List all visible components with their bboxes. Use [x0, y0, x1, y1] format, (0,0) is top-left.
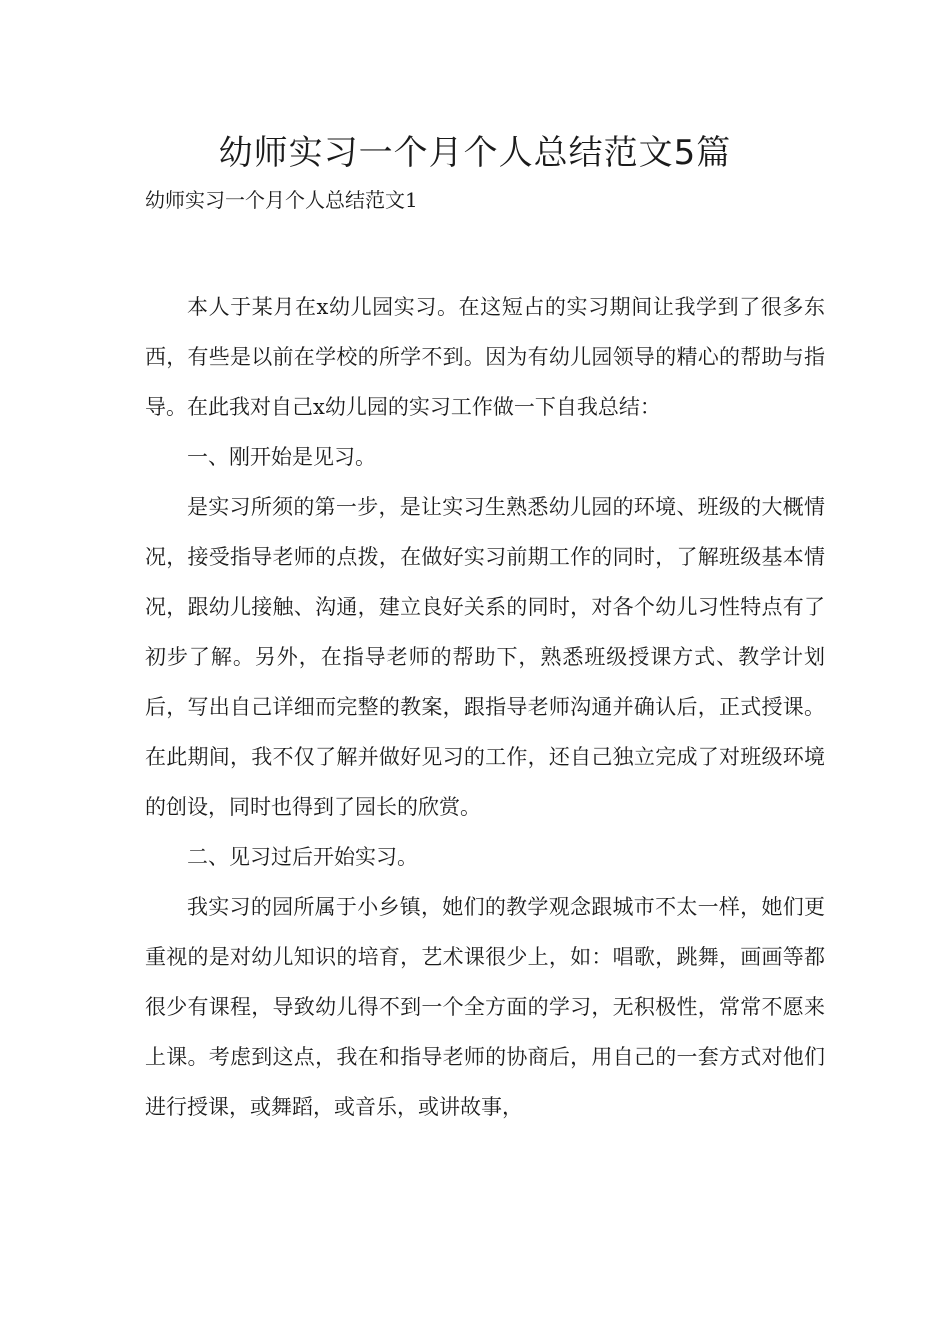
paragraph-practice: 我实习的园所属于小乡镇，她们的教学观念跟城市不太一样，她们更重视的是对幼儿知识的培育，艺术课很少上，如：唱歌，跳舞，画画等都很少有课程，导致幼儿得不到一个全方面的学习，无积极性，常常不愿来上课。考虑到这点，我在和指导老师的协商后，用自己的一套方式对他们进行授课，或舞蹈，或音乐，或讲故事，	[145, 895, 825, 1119]
document-subtitle: 幼师实习一个月个人总结范文1	[145, 188, 418, 212]
paragraph-intro: 本人于某月在x幼儿园实习。在这短占的实习期间让我学到了很多东西，有些是以前在学校的所学不到。因为有幼儿园领导的精心的帮助与指导。在此我对自己x幼儿园的实习工作做一下自我总结：	[145, 295, 825, 419]
document-body	[145, 282, 825, 1132]
paragraph-observation: 是实习所须的第一步，是让实习生熟悉幼儿园的环境、班级的大概情况，接受指导老师的点拨，在做好实习前期工作的同时，了解班级基本情况，跟幼儿接触、沟通，建立良好关系的同时，对各个幼儿习性特点有了初步了解。另外，在指导老师的帮助下，熟悉班级授课方式、教学计划后，写出自己详细而完整的教案，跟指导老师沟通并确认后，正式授课。在此期间，我不仅了解并做好见习的工作，还自己独立完成了对班级环境的创设，同时也得到了园长的欣赏。	[145, 495, 825, 819]
document-title: 幼师实习一个月个人总结范文5篇	[218, 133, 732, 173]
section-heading-1: 一、刚开始是见习。	[187, 445, 376, 469]
section-heading-2: 二、见习过后开始实习。	[187, 845, 418, 869]
